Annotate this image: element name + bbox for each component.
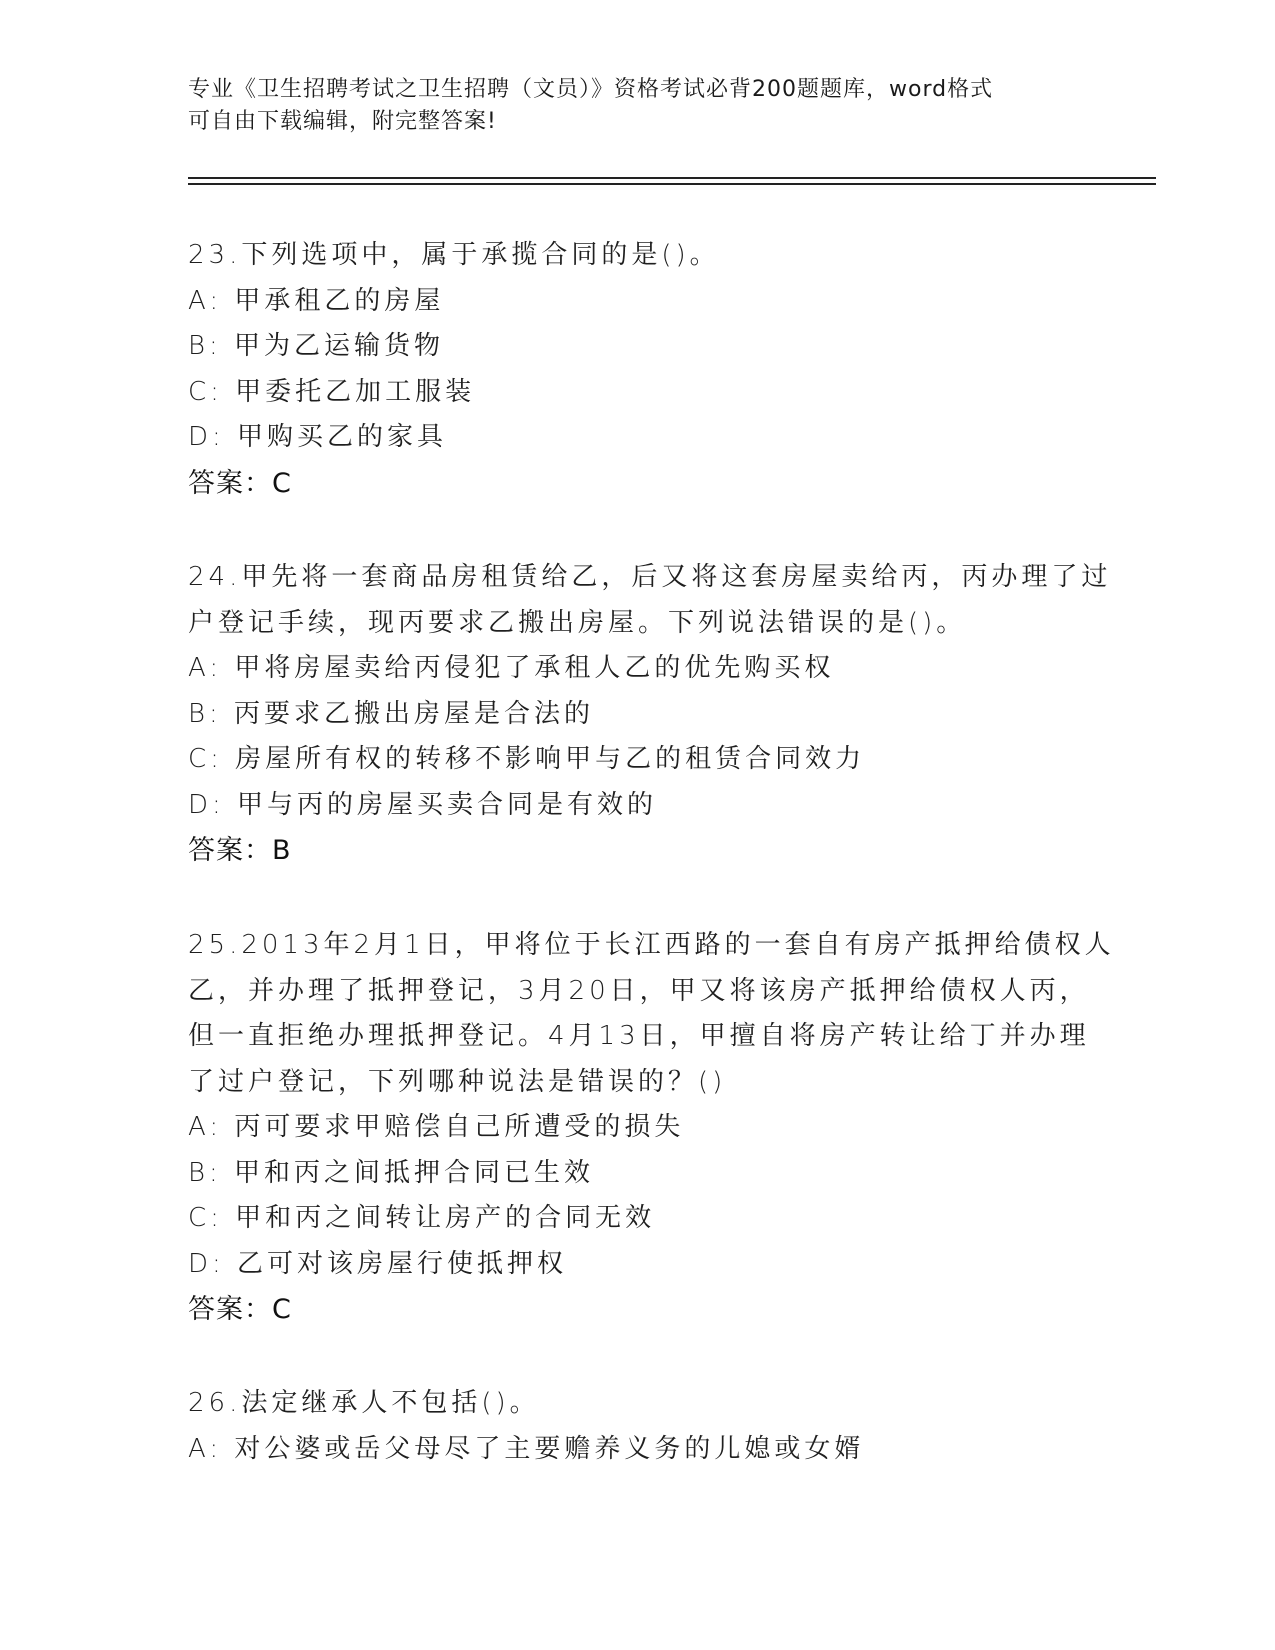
question-stem: 23.下列选项中，属于承揽合同的是()。 (188, 240, 720, 270)
option-c: C: 甲和丙之间转让房产的合同无效 (188, 1203, 656, 1233)
header-divider-bottom (188, 183, 1156, 185)
option-c: C: 房屋所有权的转移不影响甲与乙的租赁合同效力 (188, 744, 866, 774)
question-stem: 了过户登记，下列哪种说法是错误的？() (188, 1066, 727, 1097)
question-26 (188, 1381, 1128, 1472)
header-line-2: 可自由下载编辑，附完整答案! (188, 109, 497, 134)
question-stem: 户登记手续，现丙要求乙搬出房屋。下列说法错误的是()。 (188, 607, 967, 638)
option-c: C: 甲委托乙加工服装 (188, 376, 476, 407)
option-d: D: 甲购买乙的家具 (188, 422, 448, 452)
option-b: B: 丙要求乙搬出房屋是合法的 (188, 698, 595, 729)
option-a: A: 甲承租乙的房屋 (188, 285, 445, 316)
question-stem: 26.法定继承人不包括()。 (188, 1388, 540, 1418)
question-stem: 24.甲先将一套商品房租赁给乙，后又将这套房屋卖给丙，丙办理了过 (188, 562, 1112, 592)
question-25 (188, 923, 1128, 1333)
document-header (188, 74, 1068, 138)
option-a: A: 对公婆或岳父母尽了主要赡养义务的儿媳或女婿 (188, 1433, 865, 1464)
answer: 答案：C (188, 467, 292, 499)
question-23 (188, 233, 1128, 506)
question-24 (188, 555, 1128, 874)
option-b: B: 甲和丙之间抵押合同已生效 (188, 1157, 595, 1188)
option-b: B: 甲为乙运输货物 (188, 331, 445, 361)
option-d: D: 甲与丙的房屋买卖合同是有效的 (188, 789, 658, 820)
answer: 答案：B (188, 835, 292, 866)
answer: 答案：C (188, 1294, 292, 1325)
option-a: A: 甲将房屋卖给丙侵犯了承租人乙的优先购买权 (188, 653, 835, 683)
header-line-1: 专业《卫生招聘考试之卫生招聘（文员）》资格考试必背200题题库，word格式 (188, 77, 994, 102)
option-d: D: 乙可对该房屋行使抵押权 (188, 1248, 568, 1279)
question-stem: 乙，并办理了抵押登记，3月20日，甲又将该房产抵押给债权人丙， (188, 975, 1090, 1006)
question-stem: 25.2013年2月1日，甲将位于长江西路的一套自有房产抵押给债权人 (188, 930, 1115, 960)
option-a: A: 丙可要求甲赔偿自己所遭受的损失 (188, 1112, 685, 1142)
header-divider-top (188, 177, 1156, 179)
question-stem: 但一直拒绝办理抵押登记。4月13日，甲擅自将房产转让给丁并办理 (188, 1021, 1090, 1051)
